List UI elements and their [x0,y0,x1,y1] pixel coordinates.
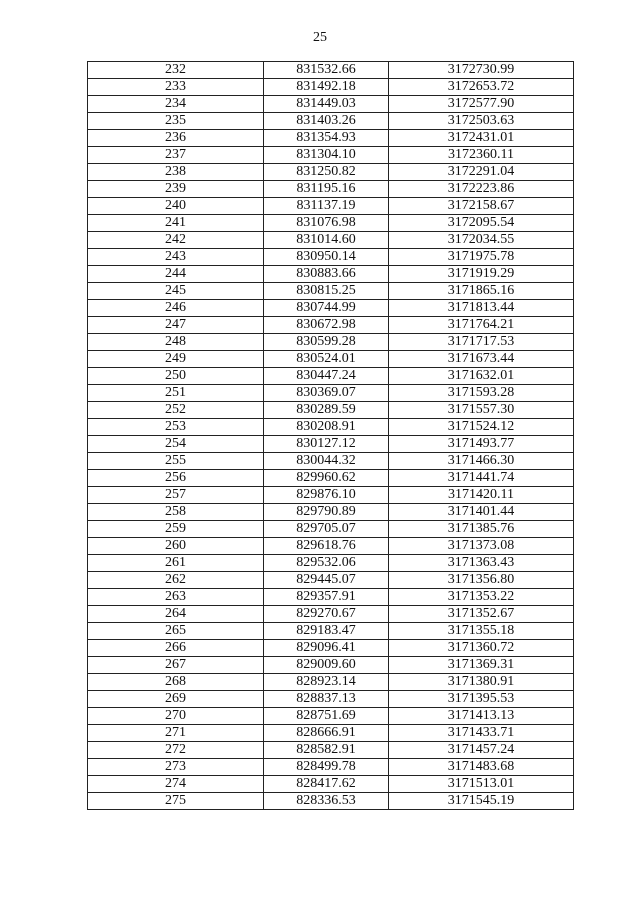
x-coordinate-cell: 830744.99 [264,300,389,317]
point-number-cell: 260 [88,538,264,555]
table-row [88,317,574,334]
x-coordinate-cell: 828582.91 [264,742,389,759]
table-row [88,776,574,793]
point-number-cell: 245 [88,283,264,300]
point-number-cell: 232 [88,62,264,79]
point-number-cell: 264 [88,606,264,623]
point-number-cell: 244 [88,266,264,283]
table-row [88,113,574,130]
point-number-cell: 254 [88,436,264,453]
table-row [88,742,574,759]
point-number-cell: 258 [88,504,264,521]
coordinate-table [87,61,574,810]
point-number-cell: 249 [88,351,264,368]
table-row [88,657,574,674]
point-number-cell: 259 [88,521,264,538]
table-row [88,249,574,266]
point-number-cell: 257 [88,487,264,504]
x-coordinate-cell: 831492.18 [264,79,389,96]
x-coordinate-cell: 830447.24 [264,368,389,385]
x-coordinate-cell: 831195.16 [264,181,389,198]
point-number-cell: 255 [88,453,264,470]
x-coordinate-cell: 831403.26 [264,113,389,130]
y-coordinate-cell: 3171352.67 [389,606,574,623]
point-number-cell: 267 [88,657,264,674]
point-number-cell: 250 [88,368,264,385]
x-coordinate-cell: 831354.93 [264,130,389,147]
y-coordinate-cell: 3171380.91 [389,674,574,691]
point-number-cell: 263 [88,589,264,606]
table-row [88,521,574,538]
y-coordinate-cell: 3171356.80 [389,572,574,589]
point-number-cell: 270 [88,708,264,725]
x-coordinate-cell: 831014.60 [264,232,389,249]
table-row [88,487,574,504]
x-coordinate-cell: 830815.25 [264,283,389,300]
x-coordinate-cell: 831250.82 [264,164,389,181]
y-coordinate-cell: 3171717.53 [389,334,574,351]
y-coordinate-cell: 3171457.24 [389,742,574,759]
x-coordinate-cell: 828837.13 [264,691,389,708]
y-coordinate-cell: 3171363.43 [389,555,574,572]
point-number-cell: 235 [88,113,264,130]
x-coordinate-cell: 830524.01 [264,351,389,368]
y-coordinate-cell: 3171369.31 [389,657,574,674]
x-coordinate-cell: 829618.76 [264,538,389,555]
point-number-cell: 242 [88,232,264,249]
table-row [88,504,574,521]
point-number-cell: 233 [88,79,264,96]
y-coordinate-cell: 3171673.44 [389,351,574,368]
x-coordinate-cell: 830672.98 [264,317,389,334]
y-coordinate-cell: 3171493.77 [389,436,574,453]
table-row [88,283,574,300]
table-row [88,198,574,215]
y-coordinate-cell: 3171593.28 [389,385,574,402]
table-row [88,351,574,368]
y-coordinate-cell: 3171919.29 [389,266,574,283]
y-coordinate-cell: 3171483.68 [389,759,574,776]
table-row [88,164,574,181]
x-coordinate-cell: 830369.07 [264,385,389,402]
point-number-cell: 262 [88,572,264,589]
x-coordinate-cell: 829705.07 [264,521,389,538]
point-number-cell: 269 [88,691,264,708]
y-coordinate-cell: 3171441.74 [389,470,574,487]
table-row [88,79,574,96]
point-number-cell: 237 [88,147,264,164]
x-coordinate-cell: 828417.62 [264,776,389,793]
x-coordinate-cell: 829532.06 [264,555,389,572]
y-coordinate-cell: 3171360.72 [389,640,574,657]
table-row [88,300,574,317]
y-coordinate-cell: 3172158.67 [389,198,574,215]
y-coordinate-cell: 3171355.18 [389,623,574,640]
point-number-cell: 236 [88,130,264,147]
x-coordinate-cell: 830289.59 [264,402,389,419]
table-row [88,606,574,623]
table-row [88,181,574,198]
x-coordinate-cell: 829445.07 [264,572,389,589]
table-row [88,334,574,351]
point-number-cell: 241 [88,215,264,232]
x-coordinate-cell: 829009.60 [264,657,389,674]
point-number-cell: 272 [88,742,264,759]
table-row [88,793,574,810]
table-row [88,385,574,402]
table-row [88,691,574,708]
point-number-cell: 261 [88,555,264,572]
point-number-cell: 266 [88,640,264,657]
point-number-cell: 238 [88,164,264,181]
page-number: 25 [313,30,327,45]
y-coordinate-cell: 3172730.99 [389,62,574,79]
x-coordinate-cell: 831137.19 [264,198,389,215]
y-coordinate-cell: 3171353.22 [389,589,574,606]
y-coordinate-cell: 3172223.86 [389,181,574,198]
x-coordinate-cell: 829183.47 [264,623,389,640]
table-row [88,436,574,453]
point-number-cell: 271 [88,725,264,742]
table-row [88,555,574,572]
table-row [88,725,574,742]
y-coordinate-cell: 3171513.01 [389,776,574,793]
table-row [88,589,574,606]
y-coordinate-cell: 3171545.19 [389,793,574,810]
table-row [88,759,574,776]
table-row [88,674,574,691]
table-row [88,419,574,436]
table-row [88,538,574,555]
point-number-cell: 275 [88,793,264,810]
y-coordinate-cell: 3172095.54 [389,215,574,232]
x-coordinate-cell: 829357.91 [264,589,389,606]
x-coordinate-cell: 829960.62 [264,470,389,487]
table-row [88,368,574,385]
point-number-cell: 268 [88,674,264,691]
point-number-cell: 251 [88,385,264,402]
y-coordinate-cell: 3171466.30 [389,453,574,470]
y-coordinate-cell: 3171975.78 [389,249,574,266]
y-coordinate-cell: 3171385.76 [389,521,574,538]
y-coordinate-cell: 3172577.90 [389,96,574,113]
x-coordinate-cell: 831532.66 [264,62,389,79]
point-number-cell: 274 [88,776,264,793]
point-number-cell: 273 [88,759,264,776]
y-coordinate-cell: 3171524.12 [389,419,574,436]
y-coordinate-cell: 3171420.11 [389,487,574,504]
point-number-cell: 253 [88,419,264,436]
y-coordinate-cell: 3171632.01 [389,368,574,385]
point-number-cell: 252 [88,402,264,419]
x-coordinate-cell: 828923.14 [264,674,389,691]
table-row [88,266,574,283]
point-number-cell: 246 [88,300,264,317]
point-number-cell: 240 [88,198,264,215]
x-coordinate-cell: 829270.67 [264,606,389,623]
table-row [88,215,574,232]
x-coordinate-cell: 831304.10 [264,147,389,164]
table-row [88,130,574,147]
y-coordinate-cell: 3171373.08 [389,538,574,555]
y-coordinate-cell: 3171764.21 [389,317,574,334]
point-number-cell: 265 [88,623,264,640]
y-coordinate-cell: 3171557.30 [389,402,574,419]
x-coordinate-cell: 829876.10 [264,487,389,504]
y-coordinate-cell: 3171433.71 [389,725,574,742]
table-row [88,470,574,487]
table-row [88,453,574,470]
x-coordinate-cell: 828499.78 [264,759,389,776]
table-row [88,96,574,113]
coordinate-table-body [88,62,574,810]
table-row [88,232,574,249]
y-coordinate-cell: 3171401.44 [389,504,574,521]
y-coordinate-cell: 3171413.13 [389,708,574,725]
point-number-cell: 234 [88,96,264,113]
y-coordinate-cell: 3171395.53 [389,691,574,708]
point-number-cell: 243 [88,249,264,266]
table-row [88,640,574,657]
y-coordinate-cell: 3171813.44 [389,300,574,317]
y-coordinate-cell: 3171865.16 [389,283,574,300]
y-coordinate-cell: 3172503.63 [389,113,574,130]
x-coordinate-cell: 828336.53 [264,793,389,810]
table-row [88,147,574,164]
point-number-cell: 239 [88,181,264,198]
y-coordinate-cell: 3172360.11 [389,147,574,164]
table-row [88,62,574,79]
x-coordinate-cell: 830127.12 [264,436,389,453]
point-number-cell: 247 [88,317,264,334]
table-row [88,572,574,589]
y-coordinate-cell: 3172431.01 [389,130,574,147]
x-coordinate-cell: 830044.32 [264,453,389,470]
point-number-cell: 256 [88,470,264,487]
x-coordinate-cell: 828751.69 [264,708,389,725]
x-coordinate-cell: 829790.89 [264,504,389,521]
y-coordinate-cell: 3172653.72 [389,79,574,96]
x-coordinate-cell: 829096.41 [264,640,389,657]
table-row [88,708,574,725]
y-coordinate-cell: 3172291.04 [389,164,574,181]
x-coordinate-cell: 831449.03 [264,96,389,113]
table-row [88,402,574,419]
x-coordinate-cell: 830208.91 [264,419,389,436]
x-coordinate-cell: 830883.66 [264,266,389,283]
x-coordinate-cell: 831076.98 [264,215,389,232]
point-number-cell: 248 [88,334,264,351]
y-coordinate-cell: 3172034.55 [389,232,574,249]
x-coordinate-cell: 828666.91 [264,725,389,742]
table-row [88,623,574,640]
x-coordinate-cell: 830950.14 [264,249,389,266]
x-coordinate-cell: 830599.28 [264,334,389,351]
